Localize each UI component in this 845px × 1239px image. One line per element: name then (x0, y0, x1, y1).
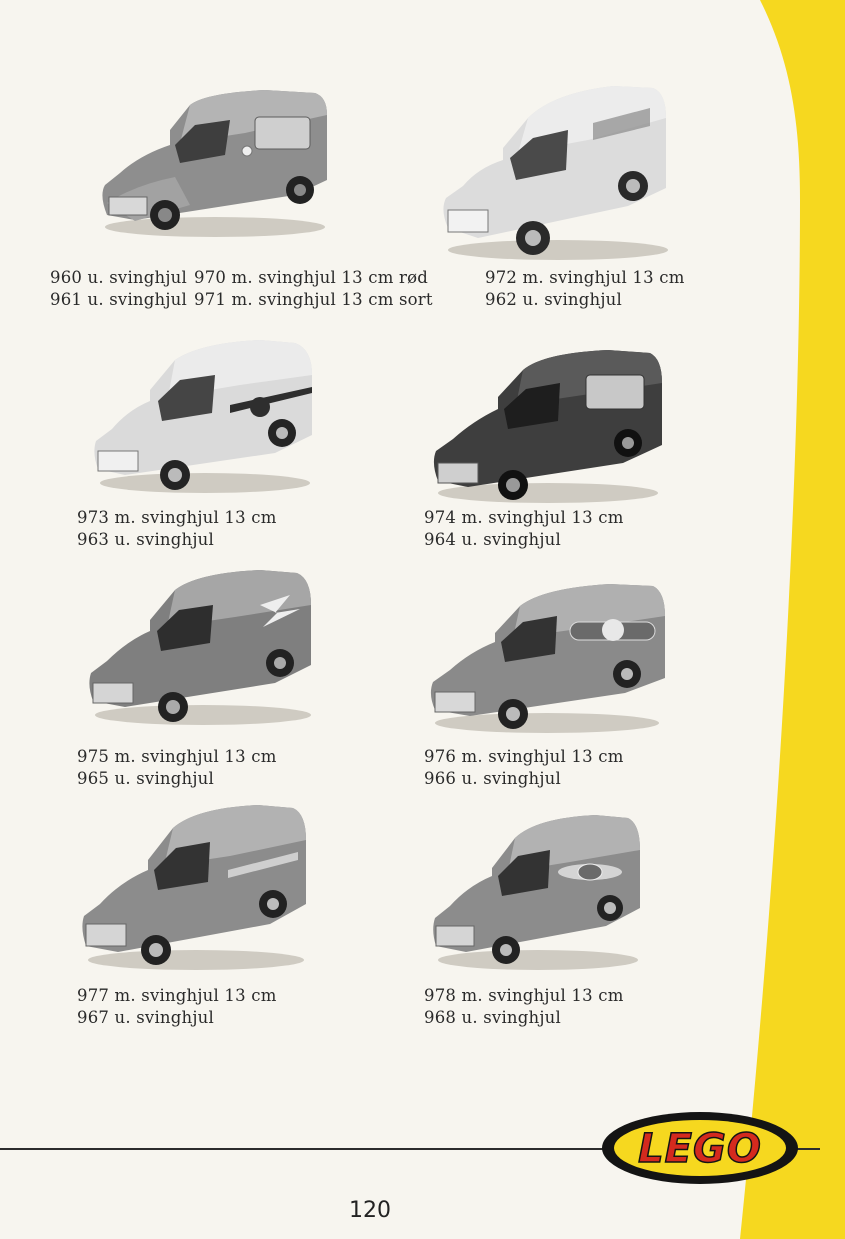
caption-line: 962 u. svinghjul (485, 290, 622, 309)
caption-line: 972 m. svinghjul 13 cm (485, 268, 685, 287)
caption-line: 970 m. svinghjul 13 cm rød (194, 268, 428, 287)
lego-logo (600, 1110, 800, 1186)
page-number: 120 (349, 1198, 391, 1223)
vehicle-image-974-964 (428, 345, 668, 510)
caption-line: 961 u. svinghjul (50, 290, 187, 309)
caption-line: 977 m. svinghjul 13 cm (77, 986, 277, 1005)
caption-973-963 (77, 507, 277, 551)
caption-line: 960 u. svinghjul (50, 268, 187, 287)
caption-976-966 (424, 746, 624, 790)
caption-line: 968 u. svinghjul (424, 1008, 561, 1027)
vehicle-image-977-967 (78, 800, 313, 975)
caption-line: 966 u. svinghjul (424, 769, 561, 788)
caption-960-961 (50, 267, 187, 311)
caption-line: 976 m. svinghjul 13 cm (424, 747, 624, 766)
caption-line: 971 m. svinghjul 13 cm sort (194, 290, 433, 309)
caption-line: 978 m. svinghjul 13 cm (424, 986, 624, 1005)
caption-975-965 (77, 746, 277, 790)
lego-logo-text: LEGO (638, 1126, 762, 1172)
caption-977-967 (77, 985, 277, 1029)
caption-line: 973 m. svinghjul 13 cm (77, 508, 277, 527)
caption-line: 975 m. svinghjul 13 cm (77, 747, 277, 766)
caption-line: 963 u. svinghjul (77, 530, 214, 549)
caption-970-971 (194, 267, 433, 311)
vehicle-image-960-961 (95, 85, 335, 245)
caption-978-968 (424, 985, 624, 1029)
caption-line: 965 u. svinghjul (77, 769, 214, 788)
caption-line: 967 u. svinghjul (77, 1008, 214, 1027)
vehicle-image-975-965 (85, 565, 320, 730)
caption-972-962 (485, 267, 685, 311)
vehicle-image-976-966 (425, 578, 670, 738)
caption-line: 974 m. svinghjul 13 cm (424, 508, 624, 527)
vehicle-image-973-963 (90, 335, 320, 500)
caption-974-964 (424, 507, 624, 551)
vehicle-image-970-971-972 (438, 78, 678, 268)
caption-line: 964 u. svinghjul (424, 530, 561, 549)
vehicle-image-978-968 (430, 810, 645, 975)
